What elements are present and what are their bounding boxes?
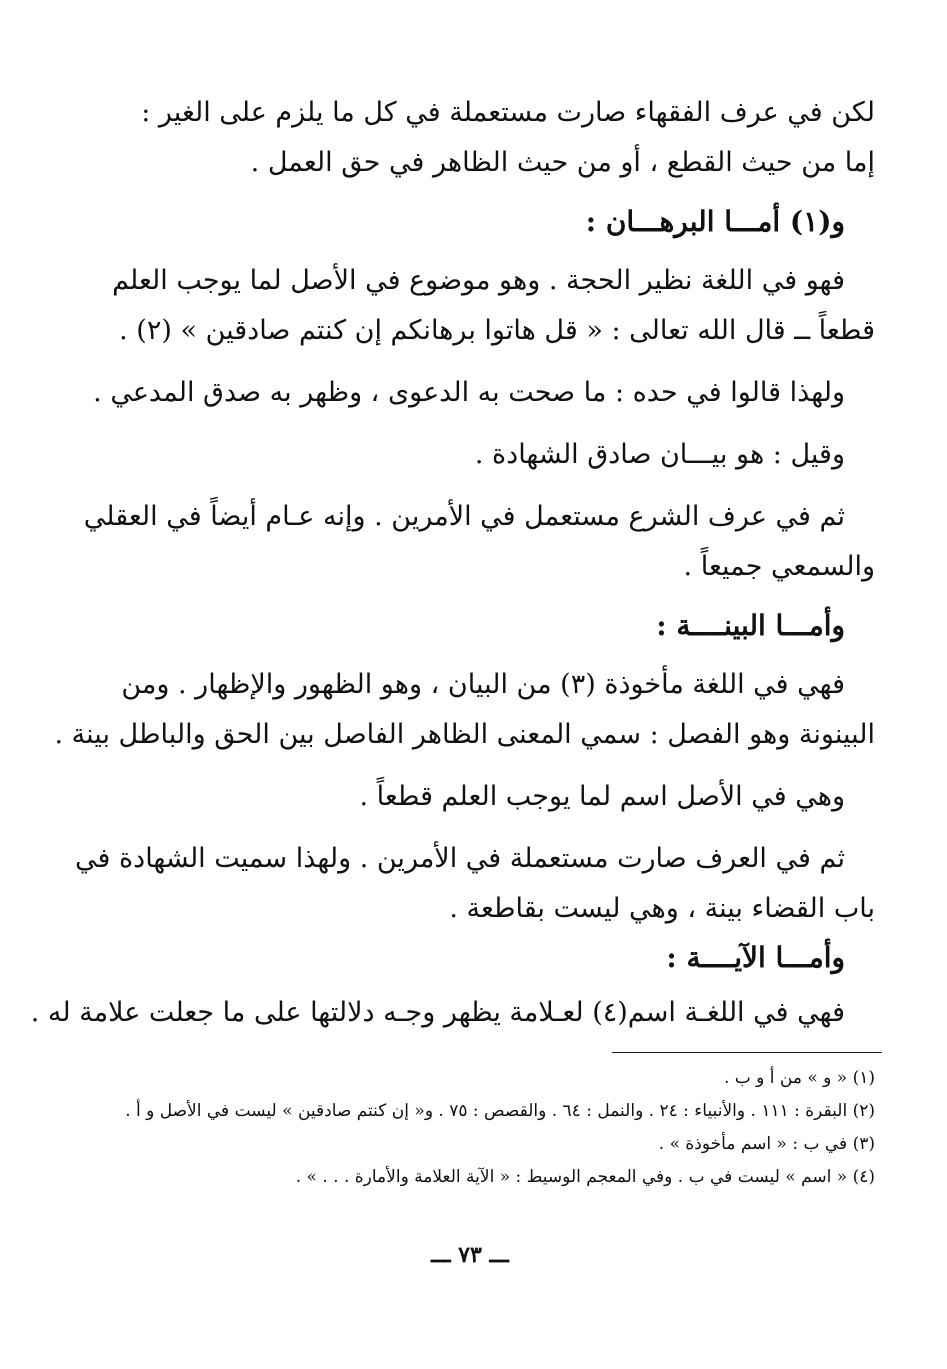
body-line: ثم في عرف الشرع مستعمل في الأمرين . وإنه عـام أيضاً في العقلي — [83, 501, 845, 532]
body-line: والسمعي جميعاً . — [683, 551, 875, 582]
footnote-1: (١) « و » من أ و ب . — [723, 1068, 875, 1088]
body-line: وقيل : هو بيـــان صادق الشهادة . — [474, 439, 845, 470]
section-heading-burhan: و(١) أمـــا البرهـــان : — [585, 205, 845, 238]
footnote-2: (٢) البقرة : ١١١ . والأنبياء : ٢٤ . والنمل : ٦٤ . والقصص : ٧٥ . و« إن كنتم صادقين » ليست في الأصل و أ . — [125, 1101, 875, 1121]
section-bayyina — [100, 598, 875, 654]
footnote-separator — [612, 1052, 882, 1053]
body-line: وهي في الأصل اسم لما يوجب العلم قطعاً . — [359, 781, 845, 812]
footnote-4: (٤) « اسم » ليست في ب . وفي المعجم الوسيط : « الآية العلامة والأمارة . . . » . — [295, 1167, 875, 1187]
footnotes — [80, 1062, 875, 1194]
section-burhan-text — [83, 256, 875, 592]
section-heading-aya: وأمـــا الآيــــة : — [666, 941, 845, 974]
opening-paragraph — [100, 88, 875, 188]
section-aya-text — [30, 988, 875, 1038]
body-line: فهي في اللغة مأخوذة (٣) من البيان ، وهو الظهور والإظهار . ومن — [121, 669, 845, 700]
page-number: ـــ ٧٣ ـــ — [431, 1242, 509, 1268]
body-line: فهي في اللغـة اسم(٤) لعـلامة يظهر وجـه دلالتها على ما جعلت علامة له . — [30, 997, 845, 1028]
section-heading-bayyina: وأمـــا البينــــة : — [656, 609, 845, 642]
section-aya — [100, 930, 875, 986]
body-line: قطعاً ــ قال الله تعالى : « قل هاتوا برهانكم إن كنتم صادقين » (٢) . — [119, 315, 875, 346]
body-line: البينونة وهو الفصل : سمي المعنى الظاهر الفاصل بين الحق والباطل بينة . — [54, 719, 875, 750]
footnote-3: (٣) في ب : « اسم مأخوذة » . — [658, 1134, 875, 1154]
section-bayyina-text — [54, 660, 875, 934]
body-line: باب القضاء بينة ، وهي ليست بقاطعة . — [449, 893, 875, 924]
body-line: إما من حيث القطع ، أو من حيث الظاهر في حق العمل . — [250, 147, 875, 178]
body-line: ولهذا قالوا في حده : ما صحت به الدعوى ، وظهر به صدق المدعي . — [93, 377, 845, 408]
section-burhan — [100, 194, 875, 250]
body-line: فهو في اللغة نظير الحجة . وهو موضوع في الأصل لما يوجب العلم — [112, 265, 845, 296]
body-line: لكن في عرف الفقهاء صارت مستعملة في كل ما يلزم على الغير : — [141, 97, 875, 128]
body-line: ثم في العرف صارت مستعملة في الأمرين . ولهذا سميت الشهادة في — [75, 843, 845, 874]
